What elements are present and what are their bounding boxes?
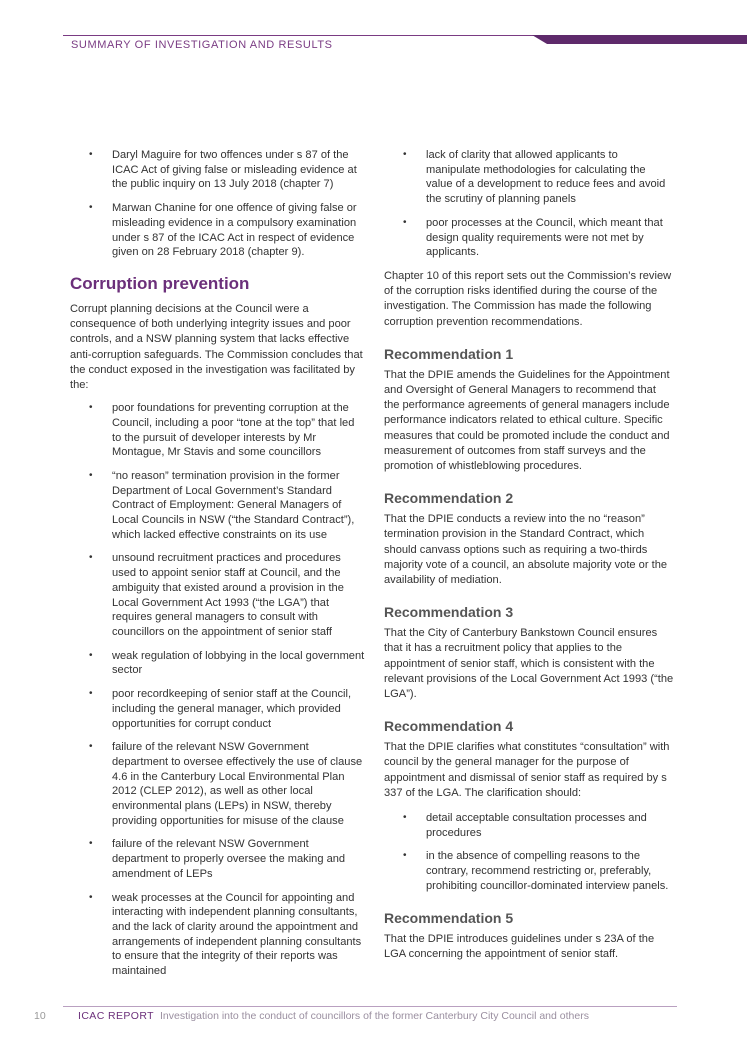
section-heading: Corruption prevention: [70, 273, 250, 293]
intro-bullet-list: [70, 148, 366, 260]
list-item: • weak regulation of lobbying in the local government sector: [89, 649, 365, 677]
recommendation-3-heading: Recommendation 3: [384, 604, 514, 621]
running-header: SUMMARY OF INVESTIGATION AND RESULTS: [71, 39, 333, 51]
section-paragraph: Corrupt planning decisions at the Council were a consequence of both underlying integrity issues and poor controls, and a NSW planning system that lacks effective anti-corruption safeguards. The Commission concludes that the conduct exposed in the investigation was facilitated by the:: [70, 302, 363, 391]
header-accent-bar: [532, 35, 747, 44]
list-item: • unsound recruitment practices and procedures used to appoint senior staff at Council, and the ambiguity that existed around a provision in the Local Government Act 1993 (“the LGA”) that requires general managers to consult with councillors on the appointment of senior staff: [89, 552, 344, 638]
list-item: • detail acceptable consultation processes and procedures: [403, 812, 647, 839]
recommendation-4-bullets: [384, 811, 674, 894]
recommendation-1-heading: Recommendation 1: [384, 345, 514, 362]
list-item: • poor processes at the Council, which meant that design quality requirements were not met by applicants.: [403, 216, 663, 259]
page-number: 10: [34, 1010, 46, 1022]
page-footer: [34, 1010, 589, 1022]
left-column: [70, 148, 366, 988]
list-item: • Daryl Maguire for two offences under s 87 of the ICAC Act of giving false or misleading evidence at the public inquiry on 13 July 2018 (chapter 7): [89, 149, 357, 191]
recommendation-2-text: That the DPIE conducts a review into the no “reason” termination provision in the Standard Contract, which should canvass options such as requiring a two-thirds majority vote of a council, an absolute majority vote or the availability of mediation.: [384, 513, 668, 586]
list-item: • weak processes at the Council for appointing and interacting with independent planning consultants, and the lack of clarity around the appointment and arrangements of independent planning consultants to ensure that the integrity of their reports was maintained: [89, 891, 362, 978]
recommendation-3-text: That the City of Canterbury Bankstown Council ensures that it has a recruitment policy that applies to the appointment of senior staff, which is consistent with the relevant provisions of the Local Government Act 1993 (“the LGA”).: [384, 627, 674, 700]
report-subtitle: Investigation into the conduct of councillors of the former Canterbury City Council and others: [159, 1010, 589, 1022]
recommendation-4-heading: Recommendation 4: [384, 718, 514, 735]
factors-bullet-list: [70, 401, 366, 979]
list-item: • Marwan Chanine for one offence of giving false or misleading evidence in a compulsory examination under s 87 of the ICAC Act in respect of evidence given on 28 February 2018 (chapter 9).: [89, 202, 357, 259]
recommendation-5-heading: Recommendation 5: [384, 909, 514, 926]
list-item: • in the absence of compelling reasons to the contrary, recommend restricting or, preferably, prohibiting councillor-dominated interview panels.: [403, 850, 669, 892]
recommendations-intro: Chapter 10 of this report sets out the Commission’s review of the corruption risks identified during the course of the investigation. The Commission has made the following corruption prevention recommendations.: [384, 269, 672, 328]
right-column: [384, 148, 674, 962]
list-item: • lack of clarity that allowed applicants to manipulate methodologies for calculating the value of a development to reduce fees and avoid the scrutiny of planning panels: [403, 149, 666, 206]
list-item: • poor recordkeeping of senior staff at the Council, including the general manager, which provided opportunities for corrupt conduct: [89, 688, 352, 730]
list-item: • failure of the relevant NSW Government department to properly oversee the making and amendment of LEPs: [89, 838, 346, 880]
footer-rule: [63, 1006, 677, 1007]
recommendation-4-text: That the DPIE clarifies what constitutes “consultation” with council by the general manager for the purpose of appointment and dismissal of senior staff as required by s 337 of the LGA. The clarification should:: [384, 741, 670, 799]
report-brand: ICAC REPORT: [78, 1010, 154, 1022]
continued-bullet-list: [384, 148, 674, 260]
recommendation-1-text: That the DPIE amends the Guidelines for the Appointment and Oversight of General Managers to recommend that the performance agreements of general managers include performance indicators related to ethical culture. Specific measures that could be promoted include the conduct and measurement of outcomes from staff surveys and the promotion of whistleblowing procedures.: [384, 368, 670, 472]
recommendation-5-text: That the DPIE introduces guidelines under s 23A of the LGA concerning the appointment of senior staff.: [384, 932, 655, 960]
list-item: • failure of the relevant NSW Government department to oversee effectively the use of clause 4.6 in the Canterbury Local Environmental Plan 2012 (CLEP 2012), as well as other local environmental plans (LEPs) in NSW, thereby providing opportunities for misuse of the clause: [89, 741, 363, 827]
list-item: • poor foundations for preventing corruption at the Council, including a poor “tone at the top” that led to the pursuit of developer interests by Mr Montague, Mr Stavis and some councillors: [89, 402, 355, 459]
list-item: • “no reason” termination provision in the former Department of Local Government’s Standard Contract of Employment: General Managers of Local Councils in NSW (“the Standard Contract”), which lacked effective constraints on its use: [89, 469, 355, 541]
recommendation-2-heading: Recommendation 2: [384, 490, 514, 507]
